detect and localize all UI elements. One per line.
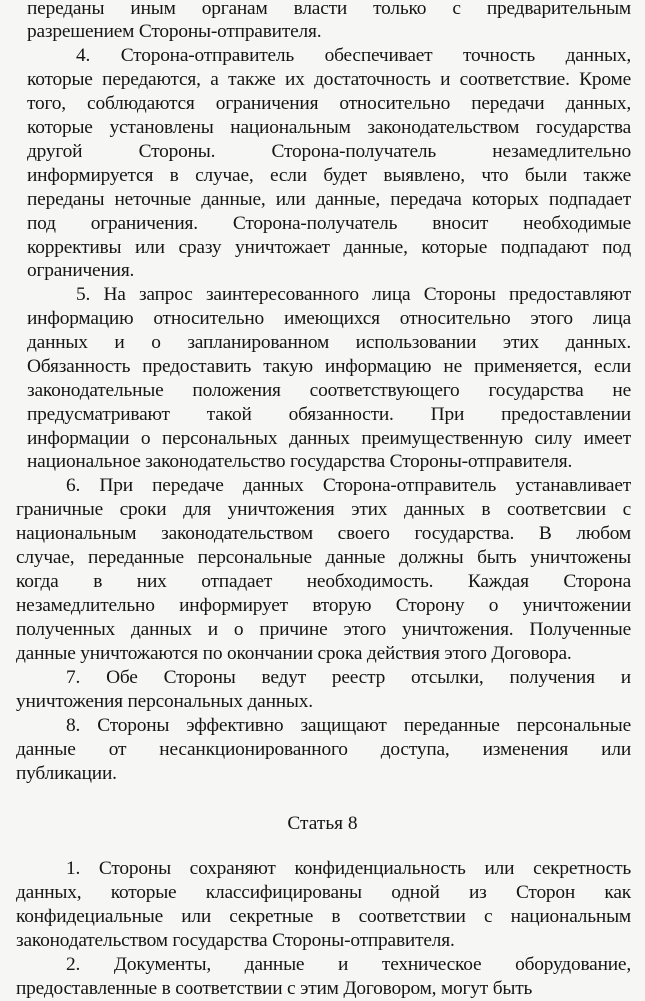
article8-paragraph-2-line: 2. Документы, данные и техническое оборудование, — [66, 954, 631, 975]
paragraph-6-line: данные уничтожаются по окончании срока действия этого Договора. — [16, 643, 572, 664]
paragraph-7-line: уничтожения персональных данных. — [16, 691, 313, 712]
paragraph-4-line: того, соблюдаются ограничения относительно передачи данных, — [27, 93, 631, 114]
paragraph-8-line: 8. Стороны эффективно защищают переданные персональные — [66, 715, 631, 736]
paragraph-6-line: граничные сроки для уничтожения этих данных в соответсвии с — [16, 499, 631, 520]
paragraph-6-line: когда в них отпадает необходимость. Каждая Сторона — [16, 571, 631, 592]
paragraph-4-line: ограничения. — [27, 260, 135, 281]
paragraph-5-line: данных и о запланированном использовании этих данных. — [27, 332, 631, 353]
paragraph-6-line: случае, переданные персональные данные должны быть уничтожены — [16, 547, 631, 568]
paragraph-8-line: данные от несанкционированного доступа, изменения или — [16, 739, 631, 760]
paragraph-5-line: информацию относительно имеющихся относительно этого лица — [27, 308, 631, 329]
paragraph-4-line: которые передаются, а также их достаточность и соответствие. Кроме — [27, 69, 631, 90]
article8-paragraph-1-line: законодательством государства Стороны-отправителя. — [16, 930, 455, 951]
paragraph-5-line: национальное законодательство государства Стороны-отправителя. — [27, 451, 573, 472]
paragraph-4-line: информируется в случае, если будет выявлено, что были также — [27, 165, 631, 186]
paragraph-4-line: под ограничения. Сторона-получатель вносит необходимые — [27, 213, 631, 234]
paragraph-4-line: другой Стороны. Сторона-получатель незамедлительно — [27, 141, 631, 162]
paragraph-6-line: национальным законодательством своего государства. В любом — [16, 523, 631, 544]
article8-paragraph-1-line: конфидециальные или секретные в соответствии с национальным — [16, 906, 631, 927]
paragraph-4-line: которые установлены национальным законодательством государства — [27, 117, 631, 138]
text-line: переданы иным органам власти только с предварительным — [27, 0, 631, 19]
article8-paragraph-1-line: данных, которые классифицированы одной из Сторон как — [16, 882, 631, 903]
text-line: разрешением Стороны-отправителя. — [27, 21, 322, 42]
paragraph-6-line: полученных данных и о причине этого уничтожения. Полученные — [16, 619, 631, 640]
article-heading: Статья 8 — [287, 813, 358, 834]
paragraph-5-line: Обязанность предоставить такую информацию не применяется, если — [27, 356, 631, 377]
paragraph-5-line: предусматривают такой обязанности. При предоставлении — [27, 404, 631, 425]
paragraph-8-line: публикации. — [16, 763, 117, 784]
paragraph-5-line: информации о персональных данных преимущественную силу имеет — [27, 428, 631, 449]
paragraph-5-line: 5. На запрос заинтересованного лица Стороны предоставляют — [76, 284, 631, 305]
paragraph-6-line: незамедлительно информирует вторую Сторону о уничтожении — [16, 595, 631, 616]
paragraph-5-line: законодательные положения соответствующего государства не — [27, 380, 631, 401]
article8-paragraph-1-line: 1. Стороны сохраняют конфиденциальность или секретность — [66, 858, 631, 879]
paragraph-4-line: переданы неточные данные, или данные, передача которых подпадает — [27, 189, 631, 210]
article8-paragraph-2-line: предоставленные в соответствии с этим Договором, могут быть — [16, 978, 533, 999]
paragraph-4-line: 4. Сторона-отправитель обеспечивает точность данных, — [76, 45, 631, 66]
paragraph-7-line: 7. Обе Стороны ведут реестр отсылки, получения и — [66, 667, 631, 688]
paragraph-4-line: коррективы или сразу уничтожает данные, которые подпадают под — [27, 237, 631, 258]
paragraph-6-line: 6. При передаче данных Сторона-отправитель устанавливает — [66, 475, 631, 496]
